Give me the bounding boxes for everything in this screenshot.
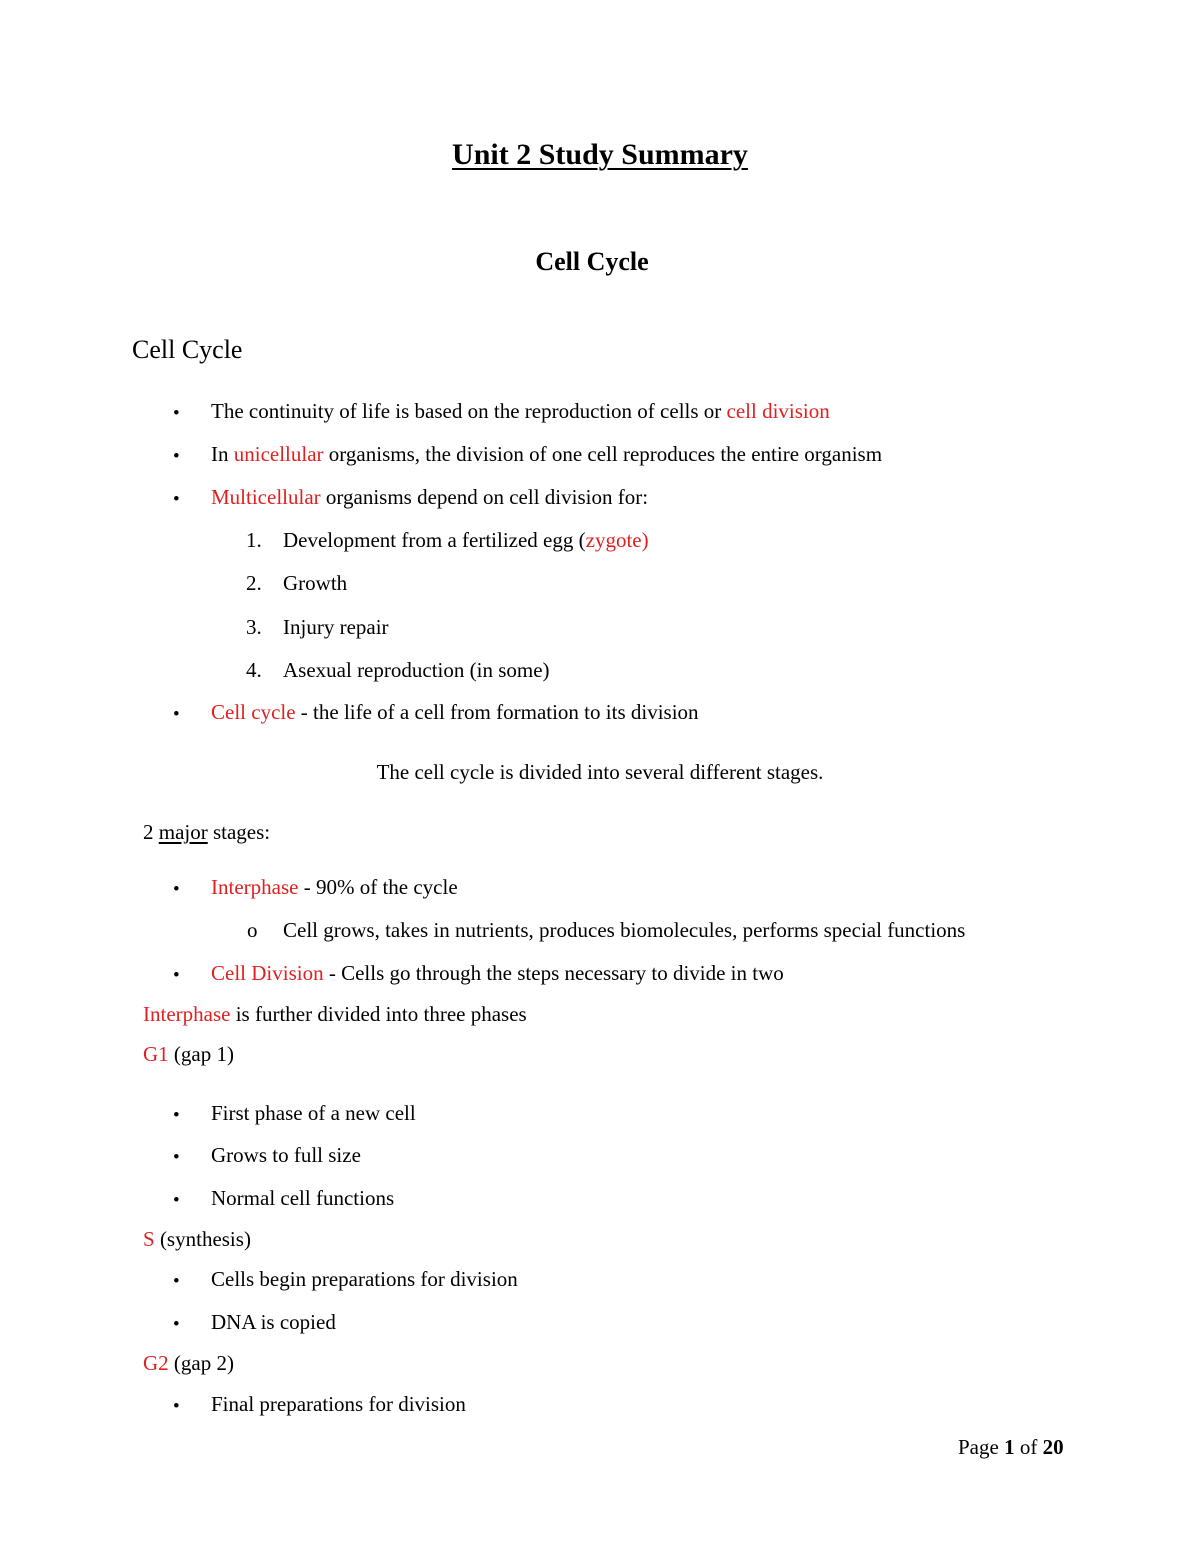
highlighted-term: zygote) xyxy=(585,528,649,552)
list-text xyxy=(283,530,649,551)
highlighted-term: unicellular xyxy=(233,442,324,466)
highlighted-term: Multicellular xyxy=(211,485,321,509)
list-text: Injury repair xyxy=(283,615,389,639)
bullet-marker: • xyxy=(173,1314,180,1335)
bullet-marker: • xyxy=(173,704,180,725)
list-number: 3. xyxy=(246,615,262,639)
bullet-text xyxy=(211,877,458,898)
bullet-marker: • xyxy=(173,446,180,467)
list-text: Growth xyxy=(283,571,348,595)
bullet-text xyxy=(211,702,699,723)
document-title: Unit 2 Study Summary xyxy=(452,138,748,171)
phase-heading-s xyxy=(143,1229,251,1250)
section-title: Cell Cycle xyxy=(535,247,649,276)
text-segment: (gap 1) xyxy=(168,1042,234,1066)
bullet-marker: • xyxy=(173,1147,180,1168)
bullet-marker: • xyxy=(173,1105,180,1126)
text-segment: organisms, the division of one cell reproduces the entire organism xyxy=(323,442,883,466)
total-page-count: 20 xyxy=(1042,1435,1064,1459)
page-number-footer xyxy=(958,1437,1064,1458)
highlighted-term: G2 xyxy=(143,1351,169,1375)
text-segment: (gap 2) xyxy=(168,1351,234,1375)
bullet-marker: • xyxy=(173,1190,180,1211)
highlighted-term: cell division xyxy=(726,399,830,423)
current-page-number: 1 xyxy=(1004,1435,1015,1459)
bullet-text: Normal cell functions xyxy=(211,1186,395,1210)
highlighted-term: Interphase xyxy=(143,1002,231,1026)
text-segment: Page xyxy=(958,1435,1005,1459)
text-segment: (synthesis) xyxy=(154,1227,251,1251)
highlighted-term: Cell Division xyxy=(211,961,324,985)
bullet-marker: • xyxy=(173,965,180,986)
underlined-term: major xyxy=(158,820,208,844)
bullet-marker: • xyxy=(173,1396,180,1417)
bullet-text xyxy=(211,487,648,508)
highlighted-term: G1 xyxy=(143,1042,169,1066)
text-segment: - the life of a cell from formation to its division xyxy=(295,700,699,724)
sub-bullet-text: Cell grows, takes in nutrients, produces biomolecules, performs special functions xyxy=(283,918,966,942)
list-number: 2. xyxy=(246,571,262,595)
text-segment: organisms depend on cell division for: xyxy=(320,485,649,509)
bullet-text xyxy=(211,444,882,465)
list-number: 1. xyxy=(246,528,262,552)
text-segment: - 90% of the cycle xyxy=(298,875,458,899)
list-number: 4. xyxy=(246,658,262,682)
highlighted-term: S xyxy=(143,1227,155,1251)
bullet-text: DNA is copied xyxy=(211,1310,336,1334)
bullet-text: First phase of a new cell xyxy=(211,1101,416,1125)
text-segment: 2 xyxy=(143,820,159,844)
bullet-text: Grows to full size xyxy=(211,1143,361,1167)
bullet-marker: • xyxy=(173,489,180,510)
text-segment: Development from a fertilized egg ( xyxy=(283,528,586,552)
interphase-phases-line xyxy=(143,1004,527,1025)
highlighted-term: Interphase xyxy=(211,875,299,899)
bullet-text: Final preparations for division xyxy=(211,1392,466,1416)
text-segment: In xyxy=(211,442,234,466)
sub-bullet-marker: o xyxy=(247,918,258,942)
text-segment: - Cells go through the steps necessary to divide in two xyxy=(323,961,784,985)
bullet-text: Cells begin preparations for division xyxy=(211,1267,518,1291)
list-text: Asexual reproduction (in some) xyxy=(283,658,550,682)
stages-sentence: The cell cycle is divided into several different stages. xyxy=(376,760,824,784)
phase-heading-g2 xyxy=(143,1353,234,1374)
text-segment: is further divided into three phases xyxy=(230,1002,527,1026)
highlighted-term: Cell cycle xyxy=(211,700,296,724)
bullet-marker: • xyxy=(173,879,180,900)
bullet-text xyxy=(211,401,830,422)
subsection-title: Cell Cycle xyxy=(132,335,243,364)
text-segment: stages: xyxy=(207,820,271,844)
bullet-marker: • xyxy=(173,1271,180,1292)
text-segment: The continuity of life is based on the reproduction of cells or xyxy=(211,399,727,423)
bullet-text xyxy=(211,963,784,984)
major-stages-heading xyxy=(143,822,270,843)
bullet-marker: • xyxy=(173,403,180,424)
phase-heading-g1 xyxy=(143,1044,234,1065)
text-segment: of xyxy=(1014,1435,1043,1459)
